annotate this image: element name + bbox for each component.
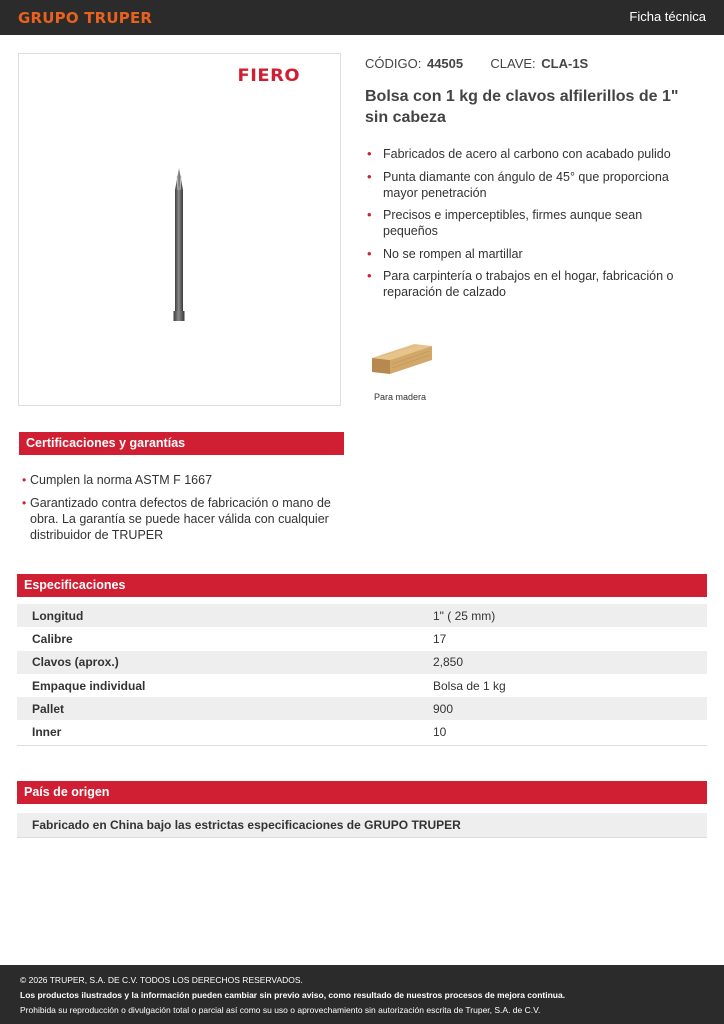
feature-item: • No se rompen al martillar (367, 246, 697, 262)
divider (17, 837, 707, 838)
product-image-panel (18, 53, 341, 406)
brand-logo: GRUPO TRUPER (18, 9, 153, 27)
product-title: Bolsa con 1 kg de clavos alfilerillos de 1" sin cabeza (365, 88, 679, 126)
spec-label: Clavos (aprox.) (32, 655, 119, 670)
spec-label: Pallet (32, 701, 65, 716)
legal-text: Prohibida su reproducción o divulgación total o parcial así como su uso o aprovechamiento sin autorización escrita de Truper, S.A. de C.V. (20, 1005, 541, 1015)
document-type: Ficha técnica (629, 9, 706, 24)
feature-item: • Punta diamante con ángulo de 45° que proporciona mayor penetración (367, 169, 697, 201)
certification-item: • Garantizado contra defectos de fabricación o mano de obra. La garantía se puede hacer válida con cualquier distribuidor de TRUPER (22, 495, 340, 543)
table-row (17, 720, 707, 743)
disclaimer-text: Los productos ilustrados y la información pueden cambiar sin previo aviso, como resultado de nuestros procesos de mejora continua. (20, 990, 566, 1000)
fiero-logo: FIERO (237, 66, 301, 86)
code-value: 44505 (426, 56, 464, 71)
spec-value: 1" ( 25 mm) (433, 608, 496, 623)
spec-value: Bolsa de 1 kg (433, 678, 506, 693)
table-row (17, 651, 707, 674)
table-row (17, 697, 707, 720)
key-value: CLA-1S (541, 56, 589, 71)
spec-label: Inner (32, 725, 62, 740)
copyright-text: © 2026 TRUPER, S.A. DE C.V. TODOS LOS DERECHOS RESERVADOS. (20, 975, 303, 985)
feature-item: • Precisos e imperceptibles, firmes aunque sean pequeños (367, 207, 697, 239)
certifications-header: Certificaciones y garantías (19, 432, 344, 455)
spec-value: 10 (433, 725, 447, 740)
divider (17, 745, 707, 746)
spec-value: 900 (433, 701, 454, 716)
nail-image (169, 166, 189, 326)
certifications-list (22, 472, 340, 550)
spec-label: Calibre (32, 631, 73, 646)
header-bar (0, 0, 724, 35)
origin-text: Fabricado en China bajo las estrictas especificaciones de GRUPO TRUPER (17, 813, 707, 837)
origin-header: País de origen (17, 781, 707, 804)
footer (0, 965, 724, 1024)
key-label: CLAVE: (490, 56, 536, 71)
spec-label: Empaque individual (32, 678, 146, 693)
code-label: CÓDIGO: (365, 56, 422, 71)
table-row (17, 604, 707, 627)
spec-label: Longitud (32, 608, 84, 623)
feature-item: • Para carpintería o trabajos en el hogar, fabricación o reparación de calzado (367, 268, 697, 300)
table-row (17, 674, 707, 697)
specifications-header: Especificaciones (17, 574, 707, 597)
specifications-table (17, 604, 707, 744)
spec-value: 2,850 (433, 655, 464, 670)
application-label: Para madera (374, 392, 427, 402)
feature-item: • Fabricados de acero al carbono con acabado pulido (367, 146, 697, 162)
feature-list (367, 146, 697, 307)
table-row (17, 627, 707, 650)
spec-value: 17 (433, 631, 447, 646)
wood-plank-icon (370, 336, 434, 376)
product-codes (365, 56, 588, 71)
certification-item: • Cumplen la norma ASTM F 1667 (22, 472, 340, 488)
